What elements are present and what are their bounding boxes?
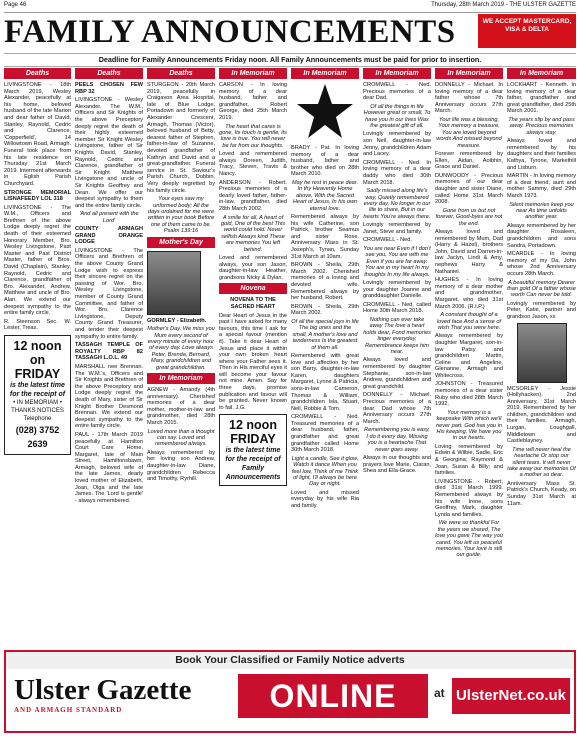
verse: Your life was a blessing, Your memory a treasure, You are loved beyond words And missed beyond measure.	[436, 116, 502, 149]
notice: Always remembered by her loving son Andrew, daughter-in-law Diane, grandchildren Rebecca and Timothy, Ryrhill.	[147, 449, 215, 483]
notice: TASSAGH TEMPLE OF ROYALTY RBP 82 TASSAGH L.O.L. 49	[75, 342, 143, 362]
column-memoriam-4	[435, 68, 503, 647]
notice: CROMWELL - Ned. Precious memories of a dear Dad.	[363, 82, 431, 102]
notice: BROWN - Sheila, 29th March 2002.	[291, 303, 359, 317]
notice: CROMWELL - Ned. Treasured memories of a dear husband, father, grandfather and great grandfather called Home 30th March 2018.	[291, 414, 359, 454]
notice: PAUL - 17th March 2019 peacefully at Hamilton Court Care Home, Margaret, late of Main Street, Hamiltonsbawn, Armagh, beloved wife of the late James, dearly loved mother of Elizabeth, Joan, Olga and the late James. The 'Lord is gentle' - always remembered.	[75, 431, 143, 504]
online-label: ONLINE	[238, 674, 428, 718]
column-deaths-1	[4, 68, 71, 647]
notice: MARTIN - In loving memory of a dear friend, aunt and mother Sammy, died 29th March 1973.	[507, 173, 576, 199]
verse: Nothing can ever take away The love a heart holds dear, Fond memories linger everyday, Remembrance keeps him near.	[363, 316, 431, 355]
top-line	[4, 2, 576, 13]
notice: Remembered always by his wife Catherine, son Patrick, brother Seamus and sister Rose. Anniversary Mass in St. Joseph's, Tynan, Sunday 31st March at 10am.	[291, 214, 359, 260]
memoriam-heading: In Memoriam	[435, 68, 503, 79]
verse: Your eyes saw my unformed body; All the days ordained for me were written in your book Before one of them came to be. Psalm 139:16	[147, 196, 215, 235]
verse: Light a candle, See it glow, Watch it dance When you feel low, Think of me Think of light, I'll always be here Day or night.	[291, 455, 359, 488]
notice: BROWN - Sheila, 29th March 2002. Cherished memories of a loving and devoted wife. Remembered always by her husband, Robert.	[291, 262, 359, 302]
ad-line: FRIDAY	[230, 432, 276, 447]
website-link[interactable]: UlsterNet.co.uk	[452, 678, 570, 714]
column-memoriam-1	[219, 68, 287, 647]
ad-line: 12 noon on	[13, 338, 62, 367]
mothers-day-heading: Mother's Day	[147, 237, 215, 248]
notice: AGNEW - Amandy (4th anniversary). Cherished memories of a dear mother, mother-in-law and grandmother, died 28th March 2015.	[147, 386, 215, 426]
notice: Lovingly remembered by your daughter Joanne and granddaughter Danielle.	[363, 280, 431, 300]
online-booking-banner[interactable]	[4, 650, 576, 733]
deaths-heading: Deaths	[75, 68, 143, 79]
ad-line: • IN MEMORIAM • THANKS NOTICES	[11, 399, 64, 414]
notice: LIVINGSTONE - 18th March 2019, Wesley Alexander, peacefully at his home, beloved husband of the late Marion and dear father of David, Stanley, Raynold, Cedric and Clarence, 'Copperfield', 14 Willowtown Road, Armagh. Funeral took place from his late residence on Thursday 21st March 2019. Interment afterwards in Eglish Parish Churchyard.	[4, 82, 71, 187]
cards-badge: WE ACCEPT MASTERCARD, VISA & DELTA	[478, 14, 576, 48]
notice: PEELS CHOSEN FEW RBP 32	[75, 82, 143, 95]
notice: CROMWELL - Ned, called Home 30th March 2018.	[363, 301, 431, 315]
notice: STRONGE MEMORIAL LISNAFEEDY LOL 318	[4, 189, 71, 203]
notice: Always loved and remembered by daughter Stephanie, son-in-law Andrew, grandchildren and great grandchild.	[363, 357, 431, 390]
memoriam-heading: In Memoriam	[291, 68, 359, 79]
notice: Remembered with great love and affection by her son Barry, daughter-in-law Karen, daughters Margaret, Lynne & Patricia, sons-in-law Cameron, Thomas & William, grandchildren Isla, Stuart, Neil, Robbie & Tom.	[291, 352, 359, 412]
deadline-notice: Deadline for Family Announcements Friday noon. All Family Announcements must be paid for prior to insertion.	[4, 53, 576, 67]
notice: LIVINGSTONE - The Officers and Brethren of the above County Grand Lodge wish to express their sincere regret on the passing of Wor. Bro. Wesley Livingstone, member of County Grand Committee, and father of Wor. Bro. Clarence Livingstone, Deputy County Grand Treasurer, and tender their deepest sympathy to entire family.	[75, 247, 143, 340]
notice: HUGHES - In loving memory of a dear mother and grandmother, Margaret, who died 31st March 2006. (R.I.P.)	[435, 277, 503, 310]
notice: MCARDLE - In loving memory of my Da, John whose 2nd Anniversary occurs 28th March.	[507, 251, 576, 277]
memoriam-heading: In Memoriam	[219, 68, 287, 79]
notice: NOVENA TO THE SACRED HEART	[230, 297, 276, 310]
banner-strip: Book Your Classified or Family Notice adverts	[6, 652, 574, 669]
notice: CROMWELL - Ned.	[363, 237, 412, 244]
notice: BRADY - Pat. In loving memory of a dear husband, father and brother who died on 28th March 2010.	[291, 145, 359, 178]
column-memoriam-5	[507, 68, 576, 647]
notice: CARSON - In loving memory of a dear husband, father and grandfather, Robert George, died 25th March 2019.	[219, 82, 287, 121]
notice: ANDERSON - Robert. Precious memories of a dearly loved father, father-in-law, grandfather, died 28th March 2002.	[219, 179, 287, 212]
notice: Loving remembered by Edwin & Wilbie, Sadie, Eric & Georgina; Raymond & Joan, Susan & Billy; and families.	[435, 443, 503, 477]
notice: Loved and remembered always, your son Jason, daughter-in-law Heather, grandsons Nicky & Dylan.	[219, 254, 287, 281]
ad-line: Telephone	[23, 415, 52, 422]
verse: Sadly missed along life's way, Quietly remembered every day, No longer in our life to share, But in our hearts You're always there.	[363, 188, 431, 220]
verse: A beautiful memory Dearer than gold Of a father whose worth Can never be told.	[507, 279, 576, 299]
verse: May he rest in peace dear. In thy Heavenly Home above, With the Sacred Heart of Jesus, In his own eternal love.	[291, 179, 359, 212]
verse: Gone from us but not forever, Good-byes are not the end.	[435, 207, 503, 227]
notice: GORMLEY - Elizabeth.	[147, 317, 207, 324]
novena-heading: Novena	[219, 283, 287, 294]
notice: LOCKHART - Kenneth. In loving memory of a dear father, grandfather and great grandfather, died 25th March 2001.	[507, 82, 576, 115]
notice: Lovingly remembered by son Neil, daughter-in-law Jenny, grandchildren Adam and Lacey.	[363, 131, 431, 158]
verse: Remembering you is easy, I do it every day, Missing you is a heartache That never goes away.	[364, 427, 430, 453]
star-icon	[295, 82, 355, 142]
verse: Mother's Day. We miss you Mum every second of every minute of every hour of every day. Love always Peter, Brenda, Bernard, Mary, grandchildren and great grandchildren.	[147, 326, 215, 371]
notice: CROMWELL - Ned. In loving memory of a dear daddy who died 30th March 2018.	[363, 159, 431, 186]
notice: MARSHALL nee Brennan. The W.M.'s, Officers and Sir Knights and Brethren of the above Preceptory and Lodge deeply regret the death of Mary, sister of Sir Knight Brother Desmond Brennan. We extend our deepest sympathy to the entire family circle.	[75, 363, 143, 430]
ad-line: is the latest time for the receipt of Family Announcements	[225, 447, 281, 482]
verse: Your memory is a keepsake With which we'll never part, God has you in His keeping, We have you in our hearts.	[436, 409, 502, 442]
deadline-ad	[219, 414, 287, 486]
notice: LIVINGSTONE - Robert, died 31st March 1999. Remembered always by his wife Irene, sons Geoffrey, Mark, daughter Lynda and families.	[435, 478, 503, 518]
verse: We were so thankful For the years we shared, The love you gave The way you cared. You left us peaceful memories, Your love is still our guide.	[435, 520, 503, 559]
ad-line: is the latest time for the receipt of	[9, 381, 66, 398]
notice: Always in our thoughts and prayers love Marie, Ciaran, Shea and Ella-Grace.	[363, 454, 431, 475]
at-label: at	[434, 686, 445, 700]
star-icon-svg	[295, 82, 355, 142]
deaths-heading: Deaths	[4, 68, 71, 79]
verse: Loved more than a thought can say. Loved and remembered always.	[147, 428, 215, 448]
notice: Always remembered by daughter Margaret, son-in-law Patsy and grandchildren Martin, Celine and Angeline, Glenanne, Armagh and Whitecross.	[435, 333, 503, 379]
notice: Always loved and remembered by his daughters and their families Kathya, Tyrone, Markethill and Lisburn.	[507, 138, 576, 171]
column-deaths-2	[75, 68, 143, 647]
verse: Time will never heal the heartache Or stop our silent tears. It will never take away our memories Of a mother so dear.	[507, 446, 576, 479]
portrait-photo	[517, 323, 567, 383]
deadline-ad	[4, 335, 71, 455]
memoriam-heading: In Memoriam	[147, 373, 215, 384]
notice: DONNELLY - Michael. In loving memory of a dear father whose 7th Anniversary occurs 27th March.	[435, 82, 503, 115]
page-title: FAMILY ANNOUNCEMENTS	[4, 14, 456, 50]
verse: You are near Even if I don't see you, You are with me Even if you are far away. You are in my heart In my thoughts In my life always.	[363, 245, 431, 278]
verse: The years slip by and pass away. Precious memories always stay.	[508, 116, 575, 136]
notice: Loved and missed everyday by his wife Ria and family.	[291, 489, 359, 510]
notice: MCSORLEY - Jessie (Hollyhacken). 2nd Anniversary, 31st March 2019. Remembered by her children, grandchildren and their families, Armagh, Lurgan, Loughgall, Middletown and Castleblayney.	[507, 385, 576, 445]
notice: Dear Heart of Jesus in the past I have asked for many favours, this time I ask for a special favour (mention it). Take it dear Heart of Jesus and place it within your own broken heart where your Father sees it. Then in His merciful eyes it will become your favour not mine. Amen. Say for three days, promise publication and favour will be granted. Never known to fail. J.G.	[219, 312, 287, 411]
notice: DUNWOODY - Precious memories of our dear daughter and sister Diane, called Home 31st March 2008.	[435, 172, 503, 206]
notice: R. Steenson Sec. W. Lester, Treas.	[4, 318, 71, 332]
verse: A smile for all, A heart of gold, One of the best This world could hold. Never selfish Always kind These are memories You left behind.	[220, 214, 286, 253]
ad-line: 12 noon	[229, 418, 277, 433]
column-deaths-3	[147, 68, 215, 647]
columns	[4, 68, 576, 647]
verse: The heart that cares is gone, Its touch is gentle, its love is true. You will never be far from our thoughts.	[219, 123, 287, 149]
portrait-photo	[147, 251, 201, 315]
notice: Lovingly remembered by Peter, Katie, partner and grandson Jason, xx	[507, 300, 576, 320]
notice: STURGEON - 20th March 2019, peacefully in Craigavon Area Hospital, late of Blue Lodge, Portadown and formerly of Alexander Crescent, Armagh, Thomas (Victor), beloved husband of Betty, dearest father of Stephen, father-in-law of Suzanne, devoted grandfather of Kathryn and David and a great-grandfather. Funeral service in St. Saviour's Parish Church, Dobbin. Very deeply regretted by his family circle.	[147, 82, 215, 194]
column-memoriam-2	[291, 68, 359, 647]
column-memoriam-3	[363, 68, 431, 647]
notice: Lovingly remembered by Janet, Steve and family.	[363, 222, 431, 235]
notice: Always remembered by her daughter Rosaleen, grandchildren and sons Sandra, Portadown.	[507, 222, 576, 249]
notice: LIVINGSTONE - The W.M., Officers and Brethren of the above Lodge deeply regret the death of their esteemed Honorary Member, Bro. Wesley Livingstone, Past Master and Past District Master, father of Bros. David (Chaplain), Stanley, Raynold, Cedric and Clarence, grandfather of Bro. Alexander, Andrew, Matthew and uncle of Bro. Alan. We extend our deepest sympathy to the entire family circle.	[4, 204, 71, 317]
deaths-heading: Deaths	[147, 68, 215, 79]
memoriam-heading: In Memoriam	[507, 68, 576, 79]
notice: Always loved and remembered by Mum, Dad (Harry & Hazel), brothers John, David and Darren-in-law Jaclyn, Lindi & Amy, nephews Harry & Nathaniel.	[435, 228, 503, 275]
verse: A constant thought of a loved face And a sense of wish That you were here.	[436, 312, 502, 331]
verse: 'And all present with the Lord'	[79, 211, 139, 224]
notice: JOHNSTON - Treasured memories of a dear sister Ruby who died 28th March 1992.	[435, 381, 503, 408]
notice: LIVINGSTONE - Wesley Alexander. The W.M., Officers and Sir Knights of the above Preceptory deeply regret the death of their highly esteemed member Sir Knight Wesley Livingstone, father of Sir Knights David, Stanley, Raynold, Cedric and Clarence, grandfather of Sir Knight Matthew Livingstone and uncle of Sir Knights Geoffrey and Dean. We offer our deepest sympathy to them and the entire family circle.	[75, 97, 143, 209]
ad-line: FRIDAY	[14, 366, 61, 381]
issue-date: Thursday, 28th March 2019 - THE ULSTER GAZETTE	[431, 2, 576, 8]
logo-subtitle: AND ARMAGH STANDARD	[14, 706, 123, 714]
verse: Silent memories keep you near As time unfolds another year.	[509, 201, 574, 221]
page-number: Page 46	[4, 2, 27, 8]
logo-name: Ulster Gazette	[14, 674, 192, 706]
ad-phone: (028) 3752 2639	[15, 424, 60, 449]
memoriam-heading: In Memoriam	[363, 68, 431, 79]
notice: Loved and remembered always Doreen, Judith, Tracy, Steven, Travis & Nancy.	[219, 151, 287, 177]
notice: Anniversary Mass St. Patrick's Church, Keady, on Sunday 31st March at 11am.	[507, 480, 576, 507]
notice: DONNELLY - Michael. Precious memories of a dear Dad whose 7th Anniversary occurs 27th March.	[363, 392, 431, 425]
verse: Of all the things in life However great or small, To have you in our lives Was the greatest gift of all.	[363, 103, 431, 129]
newspaper-logo	[14, 674, 229, 730]
verse: Of all the special joys in life The big ones and the small, A mother's love and tenderness Is the greatest of them all.	[291, 318, 359, 351]
notice: COUNTY ARMAGH GRAND ORANGE LODGE	[75, 226, 143, 246]
notice: Forever remembered by Ellen, Aidan, Aoibhin, Grace and Daniel.	[435, 151, 503, 171]
